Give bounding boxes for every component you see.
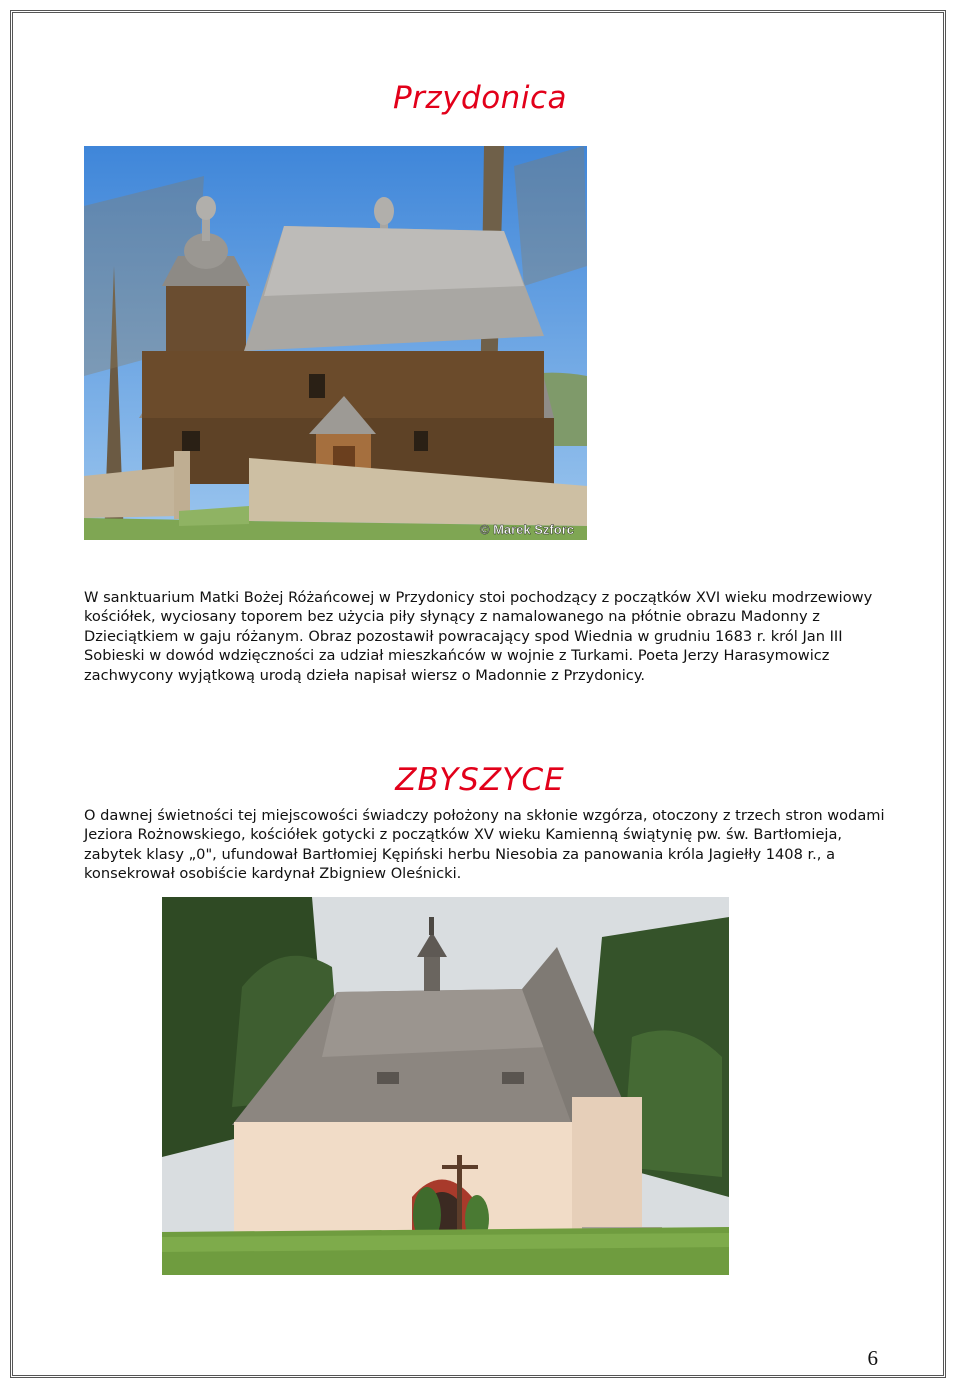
photo-wooden-church	[84, 146, 587, 540]
page-number: 6	[867, 1346, 878, 1370]
photo-gothic-church	[162, 897, 729, 1275]
section-title-zbyszyce: ZBYSZYCE	[395, 762, 565, 798]
photo-watermark: © Marek Szforc	[479, 522, 574, 537]
paragraph-przydonica: W sanktuarium Matki Bożej Różańcowej w Przydonicy stoi pochodzący z początków XVI wieku modrzewiowy kościółek, wyciosany toporem bez użycia piły słynący z namalowanego na płótnie obrazu Madonny z Dzieciątkiem w gaju różanym. Obraz pozostawił powracający spod Wiednia w grudniu 1683 r. król Jan III Sobieski w dowód wdzięczności za udział mieszkańców w wojnie z Turkami. Poeta Jerzy Harasymowicz zachwycony wyjątkową urodą dzieła napisał wiersz o Madonnie z Przydonicy.	[84, 589, 873, 684]
section-title-przydonica: Przydonica	[392, 80, 567, 116]
wooden-church-illustration	[84, 146, 587, 540]
paragraph-zbyszyce: O dawnej świetności tej miejscowości świadczy położony na skłonie wzgórza, otoczony z trzech stron wodami Jeziora Rożnowskiego, kościółek gotycki z początków XV wieku Kamienną świątynię pw. św. Bartłomieja, zabytek klasy „0", ufundował Bartłomiej Kępiński herbu Niesobia za panowania króla Jagiełły 1408 r., a konsekrował osobiście kardynał Zbigniew Oleśnicki.	[84, 807, 885, 883]
gothic-church-illustration	[162, 897, 729, 1275]
